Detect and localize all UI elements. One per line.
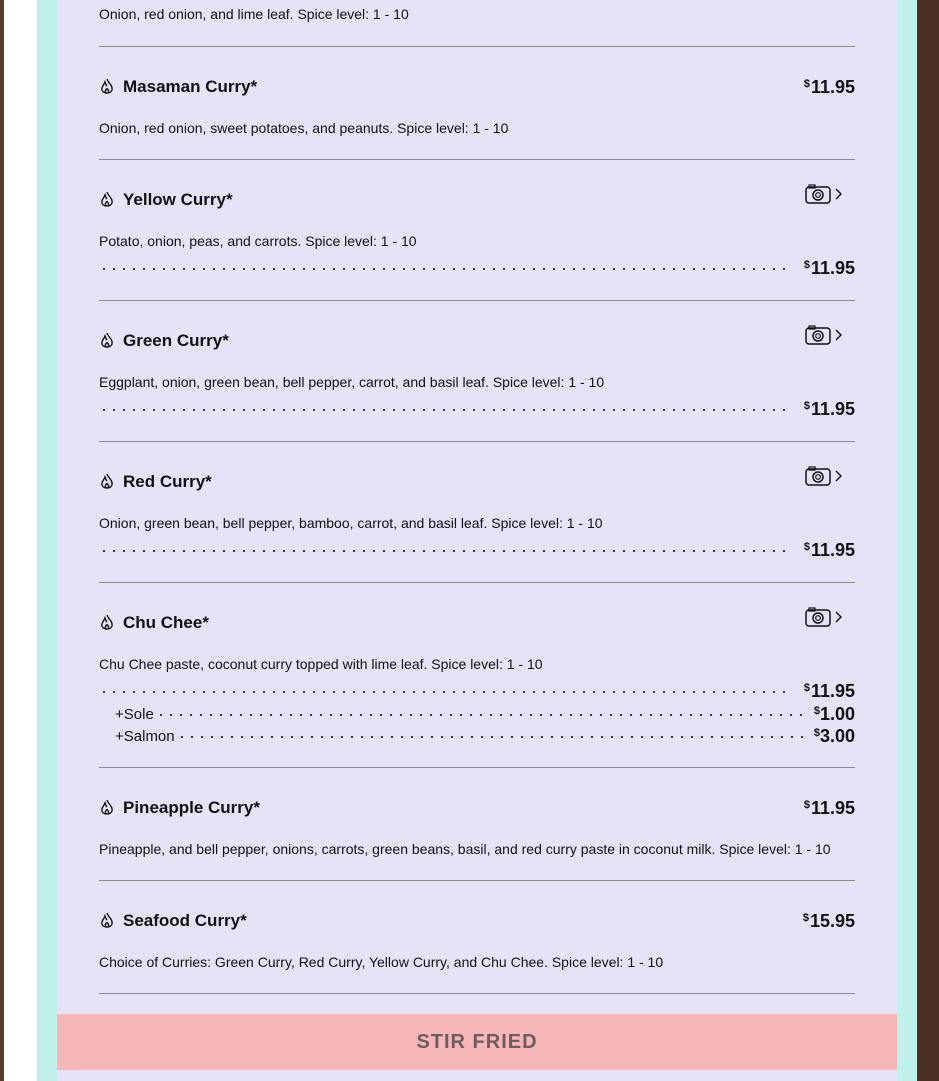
- menu-item-green-curry[interactable]: [99, 301, 855, 442]
- menu-item-masaman[interactable]: [99, 47, 855, 160]
- view-photo-button[interactable]: [805, 607, 843, 627]
- item-description: Pineapple, and bell pepper, onions, carrots, green beans, basil, and red curry paste in coconut milk. Spice level: 1 - 10: [99, 841, 831, 857]
- item-description: Chu Chee paste, coconut curry topped with lime leaf. Spice level: 1 - 10: [99, 656, 543, 672]
- flame-icon: [99, 332, 115, 350]
- item-name: Red Curry*: [123, 472, 212, 491]
- flame-icon: [99, 614, 115, 632]
- item-name: Pineapple Curry*: [123, 798, 260, 817]
- item-name: Masaman Curry*: [123, 77, 258, 96]
- item-price: $11.95: [803, 540, 855, 560]
- item-price: $11.95: [803, 681, 855, 701]
- view-photo-button[interactable]: [805, 325, 843, 345]
- camera-icon: [805, 466, 831, 486]
- chevron-right-icon: [835, 329, 843, 341]
- camera-icon: [805, 325, 831, 345]
- item-price: $11.95: [803, 77, 855, 97]
- item-description: Onion, red onion, and lime leaf. Spice level: 1 - 10: [99, 6, 409, 22]
- item-description: Choice of Curries: Green Curry, Red Curry, Yellow Curry, and Chu Chee. Spice level: 1 - 10: [99, 954, 664, 970]
- dot-leader: [99, 550, 788, 552]
- addon-price: $1.00: [813, 704, 855, 724]
- menu-item-red-curry[interactable]: [99, 442, 855, 583]
- addon-option-sole[interactable]: [115, 704, 855, 725]
- flame-icon: [99, 912, 115, 930]
- item-description: Eggplant, onion, green bean, bell pepper, carrot, and basil leaf. Spice level: 1 - 10: [99, 374, 605, 390]
- item-name: Chu Chee*: [123, 613, 209, 632]
- flame-icon: [99, 78, 115, 96]
- dot-leader: [156, 714, 804, 716]
- flame-icon: [99, 473, 115, 491]
- flame-icon: [99, 191, 115, 209]
- dot-leader: [177, 736, 804, 738]
- camera-icon: [805, 184, 831, 204]
- view-photo-button[interactable]: [805, 184, 843, 204]
- item-price: $11.95: [803, 798, 855, 818]
- chevron-right-icon: [835, 470, 843, 482]
- item-name: Seafood Curry*: [123, 911, 247, 930]
- menu-item-seafood-curry[interactable]: [99, 881, 855, 994]
- item-price: $11.95: [803, 258, 855, 278]
- item-name: Green Curry*: [123, 331, 229, 350]
- item-description: Potato, onion, peas, and carrots. Spice level: 1 - 10: [99, 233, 417, 249]
- item-price: $15.95: [802, 911, 855, 931]
- section-header-stir-fried[interactable]: STIR FRIED: [57, 1014, 897, 1070]
- chevron-right-icon: [835, 188, 843, 200]
- item-price: $11.95: [803, 399, 855, 419]
- item-description: Onion, red onion, sweet potatoes, and peanuts. Spice level: 1 - 10: [99, 120, 509, 136]
- flame-icon: [99, 799, 115, 817]
- dot-leader: [99, 268, 788, 270]
- menu-list: [99, 0, 855, 994]
- menu-item-partial: [99, 0, 855, 47]
- addon-option-salmon[interactable]: [115, 726, 855, 747]
- addon-label: +Sole: [115, 706, 154, 723]
- menu-item-pineapple-curry[interactable]: [99, 768, 855, 881]
- item-name: Yellow Curry*: [123, 190, 233, 209]
- menu-item-chu-chee[interactable]: [99, 583, 855, 768]
- view-photo-button[interactable]: [805, 466, 843, 486]
- chevron-right-icon: [835, 611, 843, 623]
- item-description: Onion, green bean, bell pepper, bamboo, carrot, and basil leaf. Spice level: 1 - 10: [99, 515, 603, 531]
- camera-icon: [805, 607, 831, 627]
- addon-price: $3.00: [813, 726, 855, 746]
- dot-leader: [99, 691, 788, 693]
- addon-label: +Salmon: [115, 728, 175, 745]
- dot-leader: [99, 409, 788, 411]
- menu-item-yellow-curry[interactable]: [99, 160, 855, 301]
